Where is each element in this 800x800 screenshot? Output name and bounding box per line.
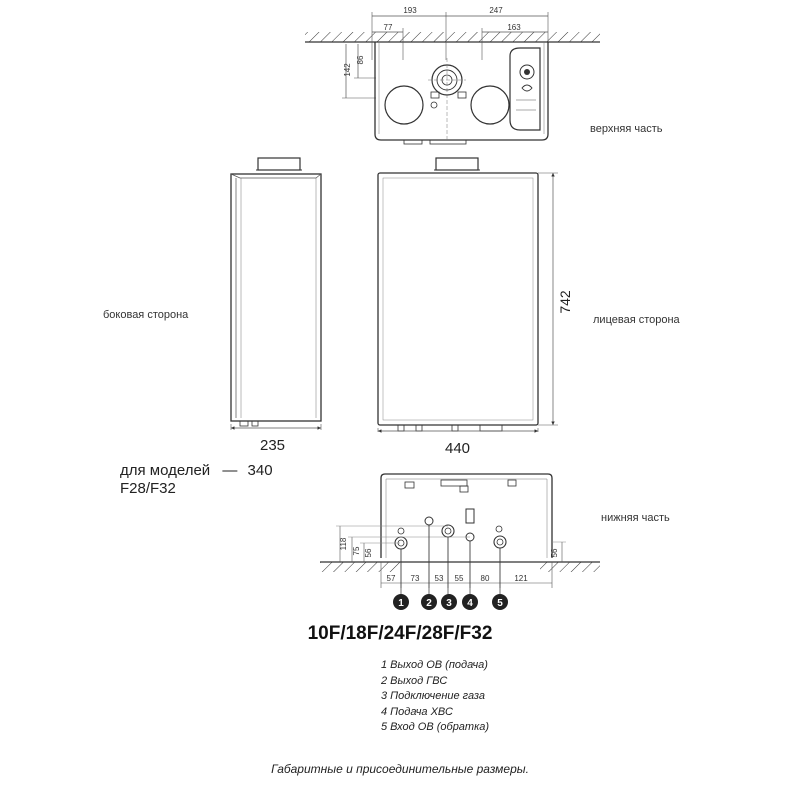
label-side-view: боковая сторона <box>103 309 189 321</box>
models-note-value: 340 <box>247 462 273 479</box>
bottom-view <box>320 474 600 610</box>
label-front-view: лицевая сторона <box>593 314 680 326</box>
marker-4-label: 4 <box>467 598 473 609</box>
label-bottom-view: нижняя часть <box>601 512 670 524</box>
dim-440: 440 <box>445 440 471 457</box>
marker-4 <box>462 594 478 610</box>
dim-80: 80 <box>480 574 490 583</box>
front-flue <box>436 158 478 170</box>
dim-77: 77 <box>383 23 393 32</box>
dim-53: 53 <box>434 574 444 583</box>
models-note-line1: для моделей <box>120 462 211 479</box>
fan-housing <box>510 48 540 130</box>
dim-55: 55 <box>454 574 464 583</box>
floor-hatch-right <box>540 562 600 572</box>
ceiling-hatch <box>305 32 600 42</box>
dim-121: 121 <box>514 574 528 583</box>
models-note-line2: F28/F32 <box>120 480 176 497</box>
marker-5 <box>492 594 508 610</box>
flue-port-left <box>385 86 423 124</box>
side-body <box>231 174 321 421</box>
legend-item: 1 Выход ОВ (подача) <box>381 659 488 671</box>
models-note-dash: — <box>222 462 238 479</box>
marker-1-label: 1 <box>398 598 404 609</box>
marker-5-label: 5 <box>497 598 503 609</box>
dim-56-right: 56 <box>550 548 559 558</box>
figure-caption: Габаритные и присоединительные размеры. <box>271 762 529 776</box>
side-flue <box>258 158 300 170</box>
models-note <box>120 462 273 498</box>
model-title: 10F/18F/24F/28F/F32 <box>307 623 493 644</box>
floor-hatch-left <box>320 562 400 572</box>
dim-73: 73 <box>410 574 420 583</box>
legend-item: 3 Подключение газа <box>381 690 485 702</box>
dim-118: 118 <box>339 537 348 551</box>
flue-port-right <box>471 86 509 124</box>
marker-2-label: 2 <box>426 598 432 609</box>
label-top-view: верхняя часть <box>590 123 663 135</box>
dim-163: 163 <box>507 23 521 32</box>
dim-235: 235 <box>260 437 286 454</box>
dim-75: 75 <box>352 546 361 556</box>
dim-742: 742 <box>557 290 573 314</box>
side-view <box>231 158 321 430</box>
dim-193: 193 <box>403 6 417 15</box>
marker-3 <box>441 594 457 610</box>
front-view <box>378 158 573 432</box>
dim-56-left: 56 <box>364 548 373 558</box>
marker-3-label: 3 <box>446 598 452 609</box>
marker-1 <box>393 594 409 610</box>
dim-57: 57 <box>386 574 396 583</box>
legend-item: 4 Подача ХВС <box>381 705 453 718</box>
legend-item: 5 Вход ОВ (обратка) <box>381 721 490 733</box>
dim-247: 247 <box>489 6 503 15</box>
dim-142: 142 <box>343 63 352 77</box>
connections-legend <box>381 658 489 736</box>
top-view <box>305 6 600 144</box>
dim-86: 86 <box>356 55 365 65</box>
marker-2 <box>421 594 437 610</box>
front-body <box>378 173 538 425</box>
legend-item: 2 Выход ГВС <box>381 674 448 687</box>
